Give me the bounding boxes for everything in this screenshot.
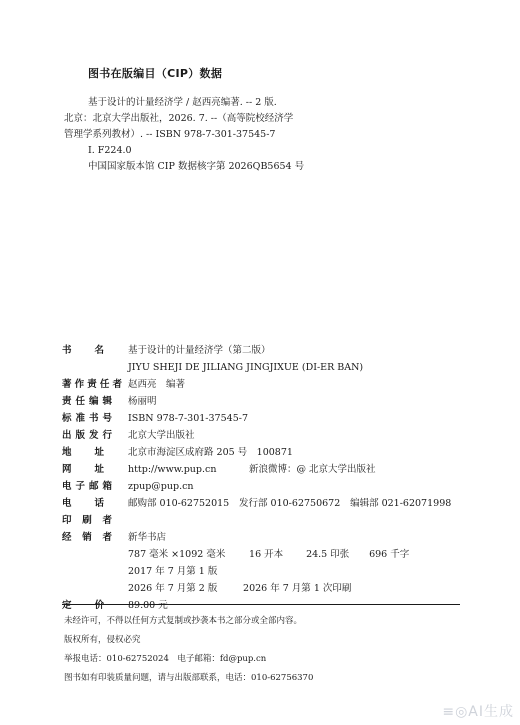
address: 北京市海淀区成府路 205 号 100871 <box>128 447 293 458</box>
edition-line <box>62 580 472 597</box>
phone-distribution: 发行部 010-62750672 <box>239 498 341 509</box>
edition-2: 2026 年 7 月第 2 版 <box>128 583 218 594</box>
cip-line-3: 管理学系列教材）. -- ISBN 978-7-301-37545-7 <box>64 129 276 140</box>
spec-sheets: 24.5 印张 <box>306 549 350 560</box>
row-printer <box>62 512 472 529</box>
quality: 图书如有印装质量问题，请与出版部联系，电话：010-62756370 <box>64 673 314 683</box>
label-editor: 责 任 编 辑 <box>62 396 112 407</box>
isbn: ISBN 978-7-301-37545-7 <box>128 413 248 424</box>
price: 89.00 元 <box>128 600 168 611</box>
rights: 版权所有，侵权必究 <box>64 635 141 645</box>
email-link[interactable]: zpup@pup.cn <box>128 481 194 492</box>
label-author: 著 作 责 任 者 <box>62 379 122 390</box>
spec-chars: 696 千字 <box>369 549 410 560</box>
label-book: 书 名 <box>62 345 104 356</box>
label-address: 地 址 <box>62 447 104 458</box>
cip-line-4: I. F224.0 <box>88 145 132 156</box>
report: 举报电话：010-62752024 电子邮箱：fd@pup.cn <box>64 654 267 664</box>
phone-mail-order: 邮购部 010-62752015 <box>128 498 230 509</box>
website-link[interactable]: http://www.pup.cn <box>128 464 217 475</box>
cip-line-2: 北京：北京大学出版社，2026. 7. --（高等院校经济学 <box>64 113 294 124</box>
notice: 未经许可，不得以任何方式复制或抄袭本书之部分或全部内容。 <box>64 616 303 626</box>
divider <box>62 604 460 605</box>
publisher: 北京大学出版社 <box>128 430 195 441</box>
row-seller <box>62 529 472 546</box>
cip-block <box>64 95 324 175</box>
label-publisher: 出 版 发 行 <box>62 430 112 441</box>
label-price: 定 价 <box>62 600 104 611</box>
label-email: 电 子 邮 箱 <box>62 481 112 492</box>
phone-editorial: 编辑部 021-62071998 <box>350 498 452 509</box>
row-publisher <box>62 427 472 444</box>
spec-format: 16 开本 <box>249 549 284 560</box>
cip-title: 图书在版编目（CIP）数据 <box>88 67 223 80</box>
watermark: ≡◎AI生成 <box>442 704 514 720</box>
seller: 新华书店 <box>128 532 167 543</box>
book-pinyin: JIYU SHEJI DE JILIANG JINGJIXUE (DI-ER BAN) <box>128 362 364 373</box>
weibo: 新浪微博：@ 北京大学出版社 <box>249 464 376 475</box>
row-isbn <box>62 410 472 427</box>
label-printer: 印 刷 者 <box>62 515 112 526</box>
label-phone: 电 话 <box>62 498 104 509</box>
cip-line-5: 中国国家版本馆 CIP 数据核字第 2026QB5654 号 <box>88 161 305 172</box>
label-isbn: 标 准 书 号 <box>62 413 112 424</box>
row-author <box>62 376 472 393</box>
label-seller: 经 销 者 <box>62 532 112 543</box>
row-address <box>62 444 472 461</box>
row-phone <box>62 495 472 512</box>
edition-1: 2017 年 7 月第 1 版 <box>128 566 218 577</box>
printing: 2026 年 7 月第 1 次印刷 <box>243 583 352 594</box>
row-website <box>62 461 472 478</box>
row-email <box>62 478 472 495</box>
row-editor <box>62 393 472 410</box>
spec-size: 787 毫米 ×1092 毫米 <box>128 549 226 560</box>
specs <box>62 546 472 563</box>
author: 赵西亮 编著 <box>128 379 186 390</box>
editor: 杨丽明 <box>128 396 157 407</box>
row-book <box>62 342 472 359</box>
label-website: 网 址 <box>62 464 104 475</box>
book-title: 基于设计的计量经济学（第二版） <box>128 345 271 356</box>
cip-line-1: 基于设计的计量经济学 / 赵西亮编著. -- 2 版. <box>88 97 277 108</box>
copyright-table <box>62 342 472 614</box>
footer-notice <box>64 612 313 688</box>
